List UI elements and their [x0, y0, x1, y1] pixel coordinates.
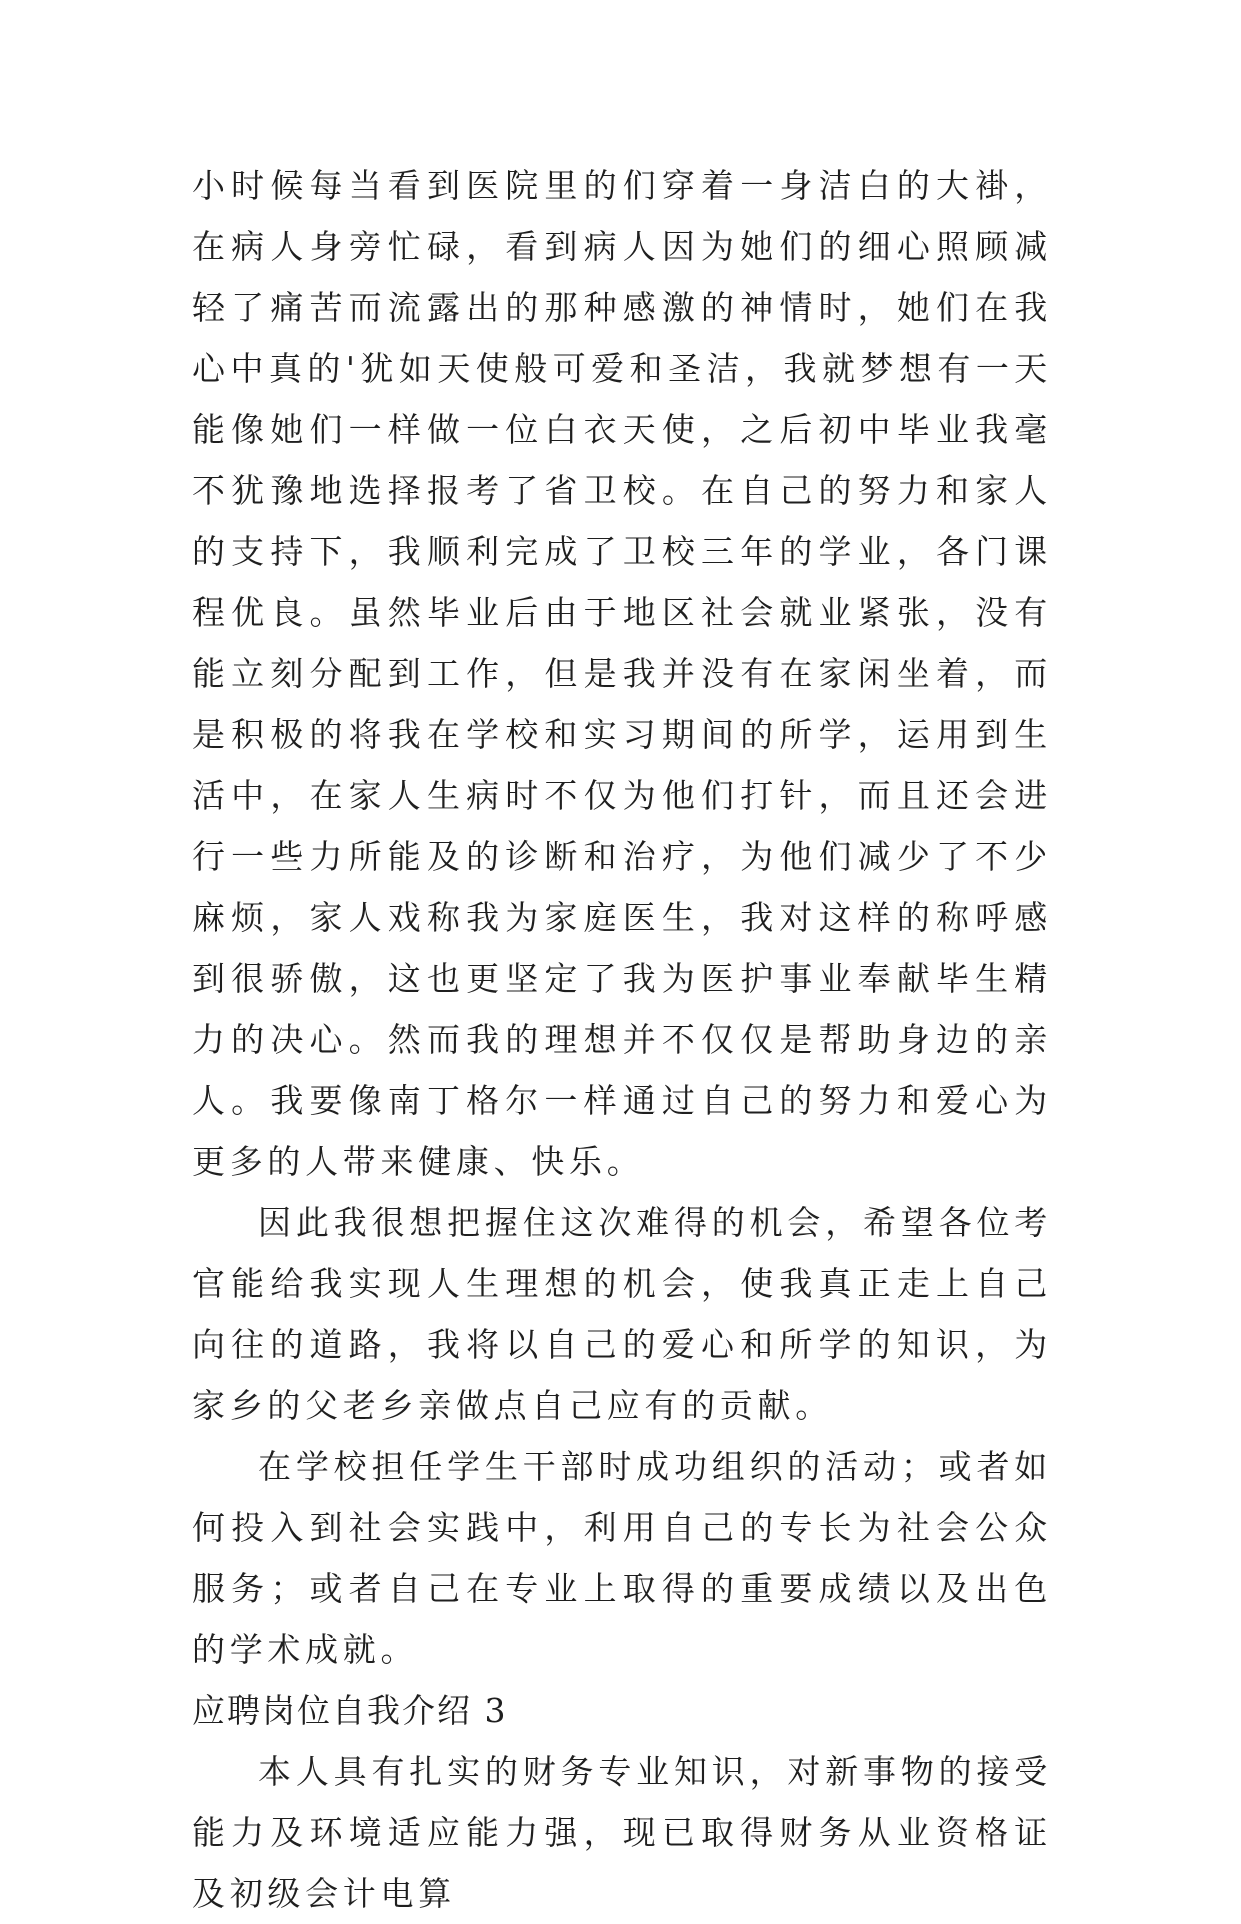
paragraph-school-activities: 在学校担任学生干部时成功组织的活动；或者如何投入到社会实践中，利用自己的专长为社会公众服务；或者自己在专业上取得的重要成绩以及出色的学术成就。	[192, 1447, 1052, 1669]
document-body	[192, 155, 1052, 1924]
paragraph-finance-skills: 本人具有扎实的财务专业知识，对新事物的接受能力及环境适应能力强，现已取得财务从业资格证及初级会计电算	[192, 1752, 1052, 1913]
paragraph-childhood-dream: 小时候每当看到医院里的们穿着一身洁白的大褂，在病人身旁忙碌，看到病人因为她们的细心照顾减轻了痛苦而流露出的那种感激的神情时，她们在我心中真的'犹如天使般可爱和圣洁，我就梦想有一天能像她们一样做一位白衣天使，之后初中毕业我毫不犹豫地选择报考了省卫校。在自己的努力和家人的支持下，我顺利完成了卫校三年的学业，各门课程优良。虽然毕业后由于地区社会就业紧张，没有能立刻分配到工作，但是我并没有在家闲坐着，而是积极的将我在学校和实习期间的所学，运用到生活中，在家人生病时不仅为他们打针，而且还会进行一些力所能及的诊断和治疗，为他们减少了不少麻烦，家人戏称我为家庭医生，我对这样的称呼感到很骄傲，这也更坚定了我为医护事业奉献毕生精力的决心。然而我的理想并不仅仅是帮助身边的亲人。我要像南丁格尔一样通过自己的努力和爱心为更多的人带来健康、快乐。	[192, 166, 1052, 1181]
section-heading: 应聘岗位自我介绍 3	[192, 1691, 508, 1730]
paragraph-opportunity: 因此我很想把握住这次难得的机会，希望各位考官能给我实现人生理想的机会，使我真正走上自己向往的道路，我将以自己的爱心和所学的知识，为家乡的父老乡亲做点自己应有的贡献。	[192, 1203, 1052, 1425]
